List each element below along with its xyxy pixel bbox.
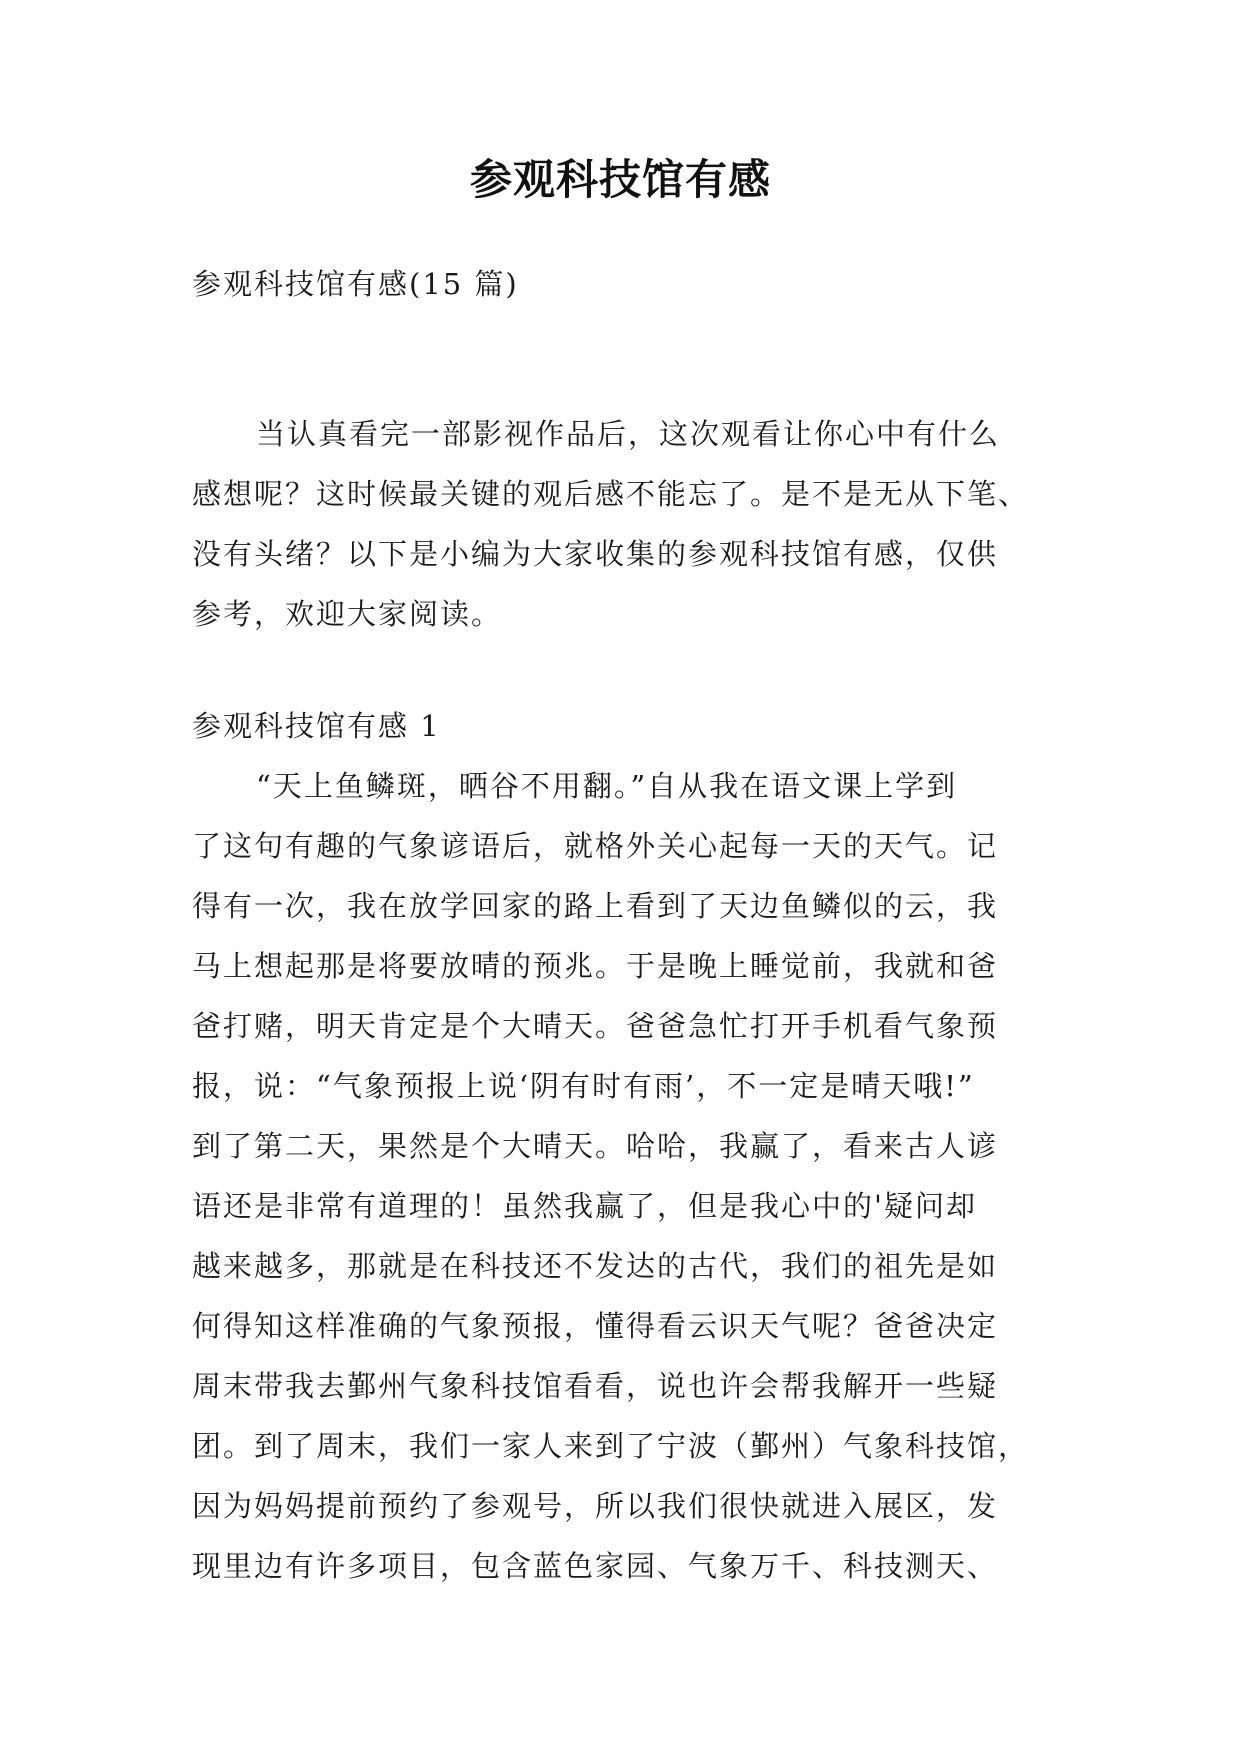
- paragraph-line: 现里边有许多项目，包含蓝色家园、气象万千、科技测天、: [192, 1549, 999, 1583]
- paragraph-line: 了这句有趣的气象谚语后，就格外关心起每一天的天气。记: [192, 829, 999, 863]
- paragraph-line: 到了第二天，果然是个大晴天。哈哈，我赢了，看来古人谚: [192, 1129, 999, 1163]
- page-title: 参观科技馆有感: [469, 155, 771, 204]
- paragraph-line: 报，说：“气象预报上说‘阴有时有雨’，不一定是晴天哦!”: [192, 1069, 975, 1103]
- document-subtitle: 参观科技馆有感(15 篇): [192, 267, 519, 301]
- paragraph-line: “天上鱼鳞斑，晒谷不用翻。”自从我在语文课上学到: [256, 769, 958, 803]
- paragraph-line: 当认真看完一部影视作品后，这次观看让你心中有什么: [256, 417, 1001, 451]
- paragraph-line: 越来越多，那就是在科技还不发达的古代，我们的祖先是如: [192, 1249, 999, 1283]
- paragraph-line: 没有头绪？以下是小编为大家收集的参观科技馆有感，仅供: [192, 537, 999, 571]
- paragraph-line: 团。到了周末，我们一家人来到了宁波（鄞州）气象科技馆，: [192, 1429, 1030, 1463]
- section-heading: 参观科技馆有感 1: [192, 709, 441, 743]
- intro-paragraph: [192, 404, 1072, 644]
- paragraph-line: 得有一次，我在放学回家的路上看到了天边鱼鳞似的云，我: [192, 889, 999, 923]
- paragraph-line: 何得知这样准确的气象预报，懂得看云识天气呢？爸爸决定: [192, 1309, 999, 1343]
- paragraph-line: 因为妈妈提前预约了参观号，所以我们很快就进入展区，发: [192, 1489, 999, 1523]
- section-paragraph: [192, 756, 1072, 1596]
- paragraph-line: 爸打赌，明天肯定是个大晴天。爸爸急忙打开手机看气象预: [192, 1009, 999, 1043]
- paragraph-line: 马上想起那是将要放晴的预兆。于是晚上睡觉前，我就和爸: [192, 949, 999, 983]
- paragraph-line: 参考，欢迎大家阅读。: [192, 597, 503, 631]
- paragraph-line: 感想呢？这时候最关键的观后感不能忘了。是不是无从下笔、: [192, 477, 1030, 511]
- paragraph-line: 语还是非常有道理的！虽然我赢了，但是我心中的'疑问却: [192, 1189, 977, 1223]
- paragraph-line: 周末带我去鄞州气象科技馆看看，说也许会帮我解开一些疑: [192, 1369, 999, 1403]
